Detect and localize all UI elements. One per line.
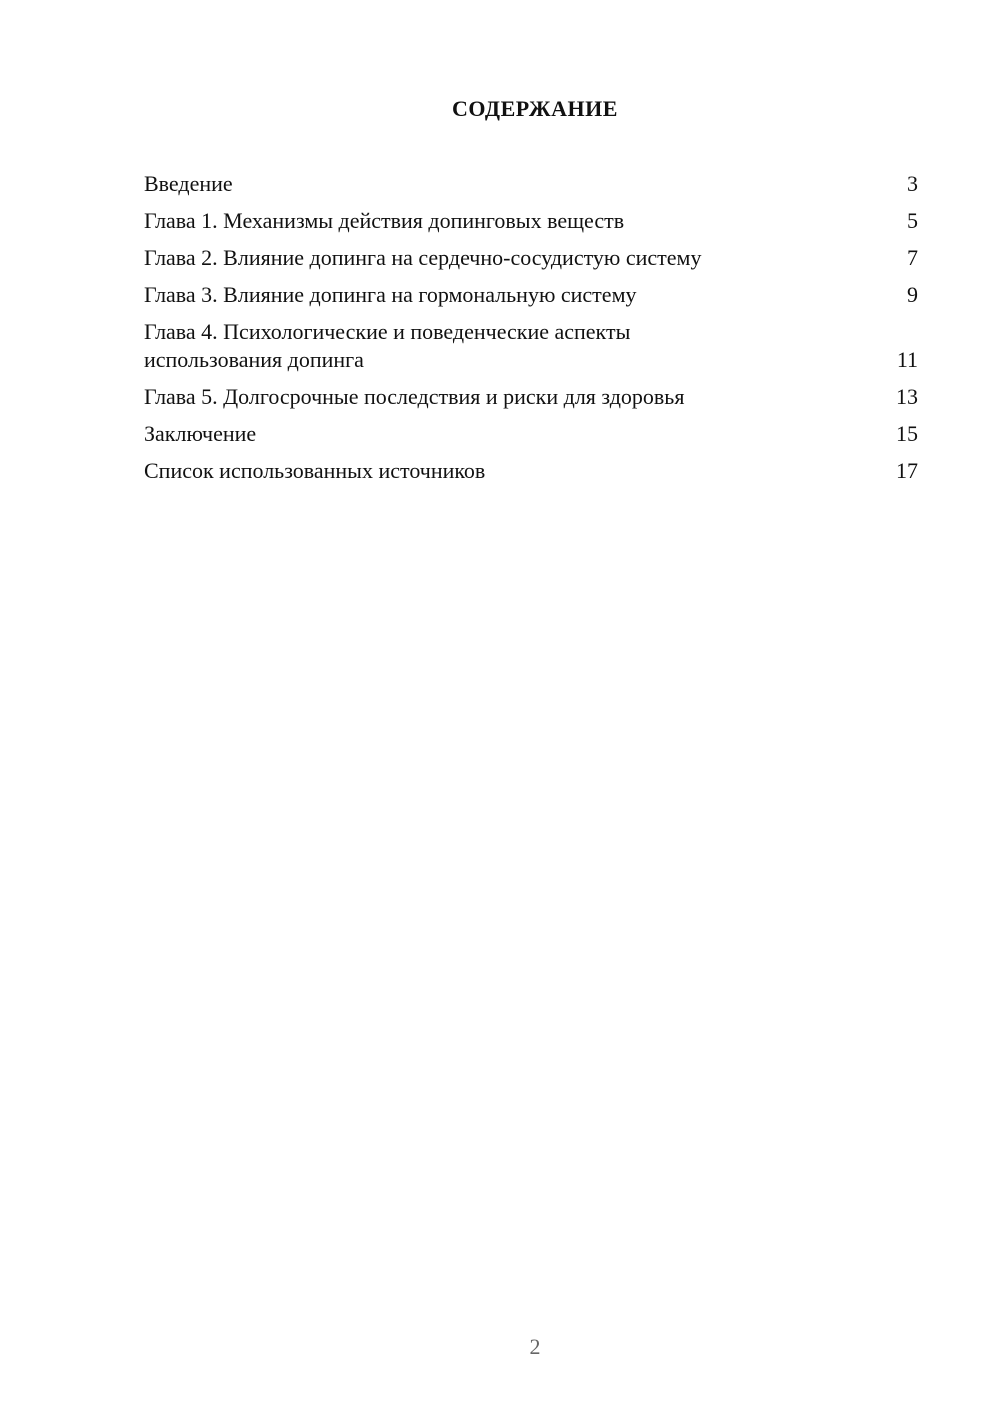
- toc-entry-page: 3: [907, 171, 918, 196]
- toc-entry-page: 9: [907, 282, 918, 307]
- page-number: 2: [529, 1334, 541, 1359]
- toc-title: СОДЕРЖАНИЕ: [452, 96, 618, 121]
- toc-entry-page: 17: [896, 458, 918, 483]
- toc-entry-label: Глава 5. Долгосрочные последствия и риски для здоровья: [144, 384, 685, 409]
- toc-entry-label: Глава 4. Психологические и поведенческие аспекты использования допинга: [144, 319, 631, 372]
- toc-entry-chapter-4: [144, 318, 918, 374]
- toc-entry-label: Заключение: [144, 421, 257, 446]
- toc-entry-page: 15: [896, 421, 918, 446]
- toc-entry-label: Глава 2. Влияние допинга на сердечно-сосудистую систему: [144, 245, 702, 270]
- toc-entry-references: [144, 457, 918, 485]
- toc-entry-label: Глава 3. Влияние допинга на гормональную систему: [144, 282, 637, 307]
- toc-entry-page: 13: [896, 384, 918, 409]
- toc-entry-label: Глава 1. Механизмы действия допинговых веществ: [144, 208, 625, 233]
- toc-entry-page: 11: [896, 347, 918, 372]
- toc-entry-introduction: [144, 170, 918, 198]
- toc-entry-chapter-5: [144, 383, 918, 411]
- table-of-contents: [144, 170, 918, 494]
- toc-entry-label: Введение: [144, 171, 233, 196]
- toc-entry-page: 7: [907, 245, 918, 270]
- toc-entry-chapter-2: [144, 244, 918, 272]
- toc-entry-chapter-3: [144, 281, 918, 309]
- toc-entry-conclusion: [144, 420, 918, 448]
- toc-entry-page: 5: [907, 208, 918, 233]
- toc-entry-label: Список использованных источников: [144, 458, 486, 483]
- toc-entry-chapter-1: [144, 207, 918, 235]
